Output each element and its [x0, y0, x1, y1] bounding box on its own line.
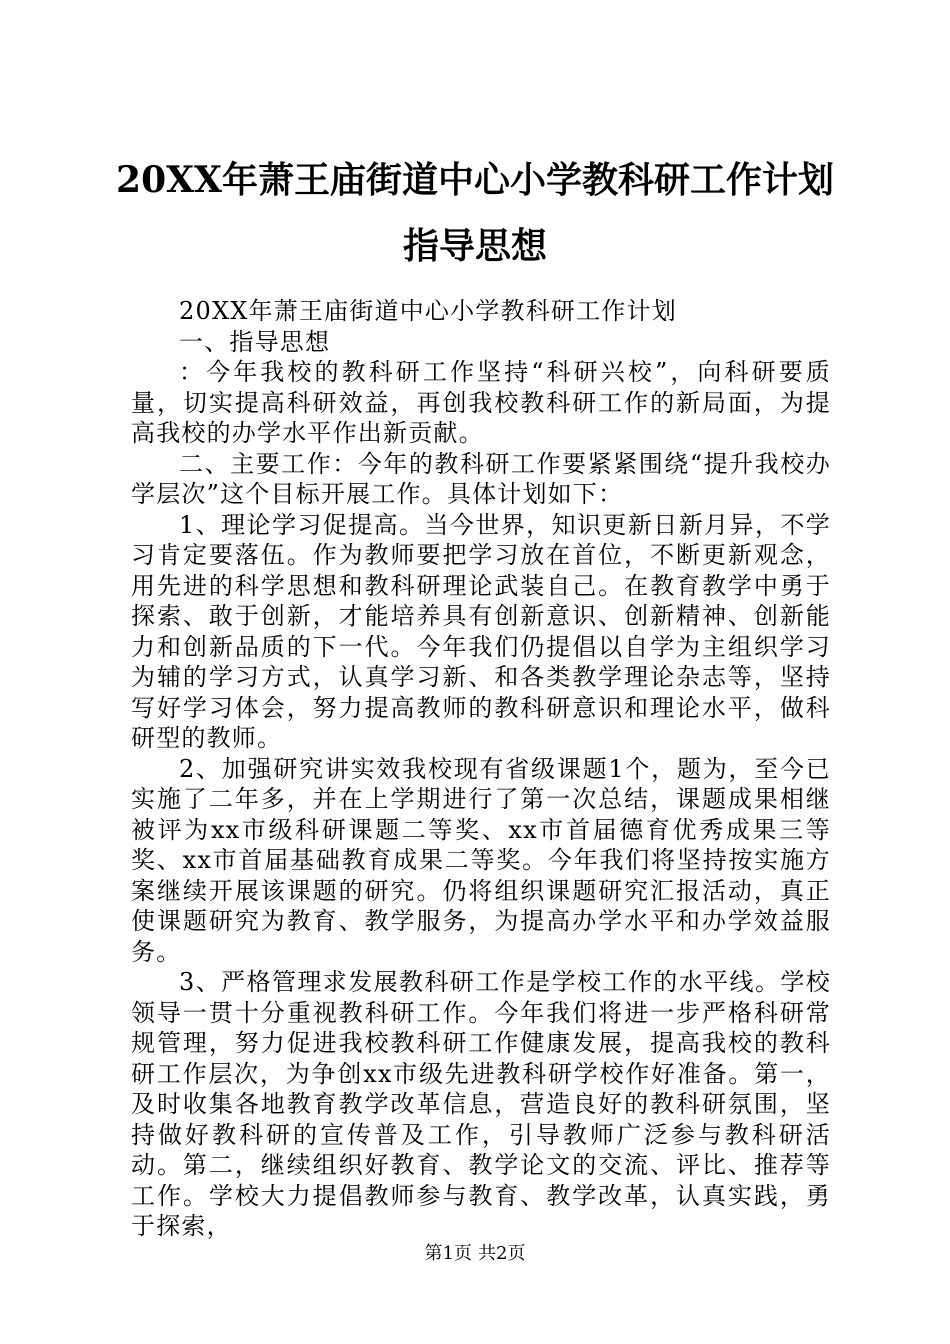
page-footer: [0, 1242, 950, 1266]
paragraph-item-2: 2、加强研究讲实效我校现有省级课题1个，题为，至今已实施了二年多，并在上学期进行了第一次总结，课题成果相继被评为xx市级科研课题二等奖、xx市首届德育优秀成果三等奖、xx市首届基础教育成果二等奖。今年我们将坚持按实施方案继续开展该课题的研究。仍将组织课题研究汇报活动，真正使课题研究为教育、教学服务，为提高办学水平和办学效益服务。: [131, 754, 831, 966]
paragraph-guiding-thought: ：今年我校的教科研工作坚持“科研兴校”，向科研要质量，切实提高科研效益，再创我校教科研工作的新局面，为提高我校的办学水平作出新贡献。: [131, 358, 831, 447]
paragraph-item-1: 1、理论学习促提高。当今世界，知识更新日新月异，不学习肯定要落伍。作为教师要把学习放在首位，不断更新观念，用先进的科学思想和教科研理论武装自己。在教育教学中勇于探索、敢于创新，才能培养具有创新意识、创新精神、创新能力和创新品质的下一代。今年我们仍提倡以自学为主组织学习为辅的学习方式，认真学习新、和各类教学理论杂志等，坚持写好学习体会，努力提高教师的教科研意识和理论水平，做科研型的教师。: [131, 510, 831, 752]
document-body: [131, 296, 831, 1242]
document-title-line-2: 指导思想: [402, 225, 547, 267]
paragraph-section-heading: 一、指导思想: [179, 327, 331, 356]
paragraph-item-3: 3、严格管理求发展教科研工作是学校工作的水平线。学校领导一贯十分重视教科研工作。今年我们将进一步严格科研常规管理，努力促进我校教科研工作健康发展，提高我校的教科研工作层次，为争创xx市级先进教科研学校作好准备。第一，及时收集各地教育教学改革信息，营造良好的教科研氛围，坚持做好教科研的宣传普及工作，引导教师广泛参与教科研活动。第二，继续组织好教育、教学论文的交流、评比、推荐等工作。学校大力提倡教师参与教育、教学改革，认真实践，勇于探索，: [131, 968, 831, 1240]
document-title-line-1: 20XX年萧王庙街道中心小学教科研工作计划: [116, 159, 834, 201]
page-number: 第1页: [424, 1243, 472, 1264]
page-total: 共2页: [478, 1243, 526, 1264]
paragraph-main-work: 二、主要工作：今年的教科研工作要紧紧围绕“提升我校办学层次”这个目标开展工作。具体计划如下：: [131, 449, 831, 508]
paragraph-subtitle: 20XX年萧王庙街道中心小学教科研工作计划: [179, 297, 677, 325]
